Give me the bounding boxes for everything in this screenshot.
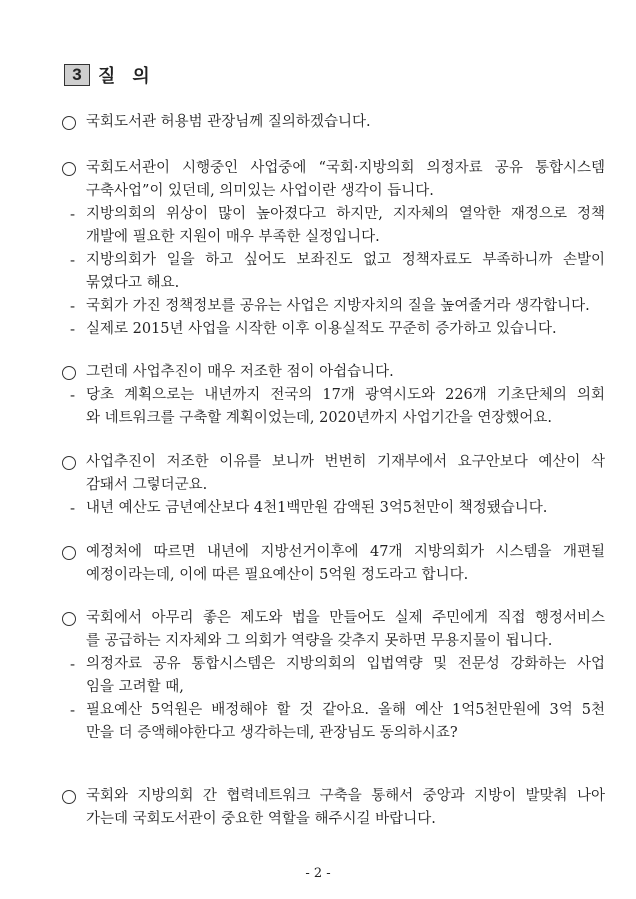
sub-point [60,249,605,295]
main-point [60,451,605,497]
dash-bullet: - [70,297,76,315]
text-line: 임을 고려할 때, [86,679,184,695]
sub-point [60,318,605,341]
dash-bullet: - [70,205,76,223]
text-line: 묶였다고 해요. [86,275,180,291]
paragraph-block [60,111,605,134]
paragraph-block [60,451,605,520]
paragraph-block [60,785,605,831]
dash-bullet: - [70,251,76,269]
paragraph-block [60,361,605,430]
circle-bullet-icon [62,612,76,626]
main-point [60,361,605,384]
text-line: 개발에 필요한 지원이 매우 부족한 실정입니다. [86,229,380,245]
paragraph-block [60,541,605,587]
sub-point [60,497,605,520]
text-line: 실제로 2015년 사업을 시작한 이후 이용실적도 꾸준히 증가하고 있습니다. [86,321,557,337]
circle-bullet-icon [62,546,76,560]
text-line: 국회가 가진 정책정보를 공유는 사업은 지방자치의 질을 높여줄거라 생각합니다. [86,298,590,314]
main-point [60,111,605,134]
text-line: 당초 계획으로는 내년까지 전국의 17개 광역시도와 226개 기초단체의 의회 [86,387,605,403]
paragraph-block [60,157,605,341]
text-line: 사업추진이 저조한 이유를 보니까 번번히 기재부에서 요구안보다 예산이 삭 [86,454,605,470]
text-line: 를 공급하는 지자체와 그 의회가 역량을 갖추지 못하면 무용지물이 됩니다. [86,633,553,649]
circle-bullet-icon [62,456,76,470]
section-heading [64,62,156,88]
text-line: 국회에서 아무리 좋은 제도와 법을 만들어도 실제 주민에게 직접 행정서비스 [86,610,605,626]
text-line: 가는데 국회도서관이 중요한 역할을 해주시길 바랍니다. [86,811,436,827]
dash-bullet: - [70,320,76,338]
sub-point [60,653,605,699]
dash-bullet: - [70,386,76,404]
section-number-box: 3 [64,64,90,86]
text-line: 국회와 지방의회 간 협력네트워크 구축을 통해서 중앙과 지방이 발맞춰 나아 [86,788,605,804]
section-title: 질 의 [98,66,156,86]
circle-bullet-icon [62,162,76,176]
main-point [60,607,605,653]
text-line: 국회도서관이 시행중인 사업중에 “국회·지방의회 의정자료 공유 통합시스템 [86,160,605,176]
main-point [60,785,605,831]
paragraph-block [60,607,605,745]
text-line: 지방의회의 위상이 많이 높아졌다고 하지만, 지자체의 열악한 재정으로 정책 [86,206,605,222]
sub-point [60,203,605,249]
dash-bullet: - [70,655,76,673]
sub-point [60,699,605,745]
text-line: 그런데 사업추진이 매우 저조한 점이 아쉽습니다. [86,364,394,380]
circle-bullet-icon [62,366,76,380]
text-line: 와 네트워크를 구축할 계획이었는데, 2020년까지 사업기간을 연장했어요. [86,410,552,426]
text-line: 감돼서 그렇더군요. [86,477,208,493]
text-line: 필요예산 5억원은 배정해야 할 것 같아요. 올해 예산 1억5천만원에 3억 5천 [86,702,605,718]
text-line: 지방의회가 일을 하고 싶어도 보좌진도 없고 정책자료도 부족하니까 손발이 [86,252,605,268]
text-line: 의정자료 공유 통합시스템은 지방의회의 입법역량 및 전문성 강화하는 사업 [86,656,605,672]
dash-bullet: - [70,499,76,517]
main-point [60,541,605,587]
text-line: 내년 예산도 금년예산보다 4천1백만원 감액된 3억5천만이 책정됐습니다. [86,500,548,516]
circle-bullet-icon [62,790,76,804]
circle-bullet-icon [62,116,76,130]
sub-point [60,295,605,318]
page-number: - 2 - [305,866,331,881]
text-line: 만을 더 증액해야한다고 생각하는데, 관장님도 동의하시죠? [86,725,458,741]
text-line: 구축사업”이 있던데, 의미있는 사업이란 생각이 듭니다. [86,183,434,199]
text-line: 예정처에 따르면 내년에 지방선거이후에 47개 지방의회가 시스템을 개편될 [86,544,605,560]
text-line: 예정이라는데, 이에 따른 필요예산이 5억원 정도라고 합니다. [86,567,469,583]
main-point [60,157,605,203]
dash-bullet: - [70,701,76,719]
text-line: 국회도서관 허용범 관장님께 질의하겠습니다. [86,114,371,130]
sub-point [60,384,605,430]
